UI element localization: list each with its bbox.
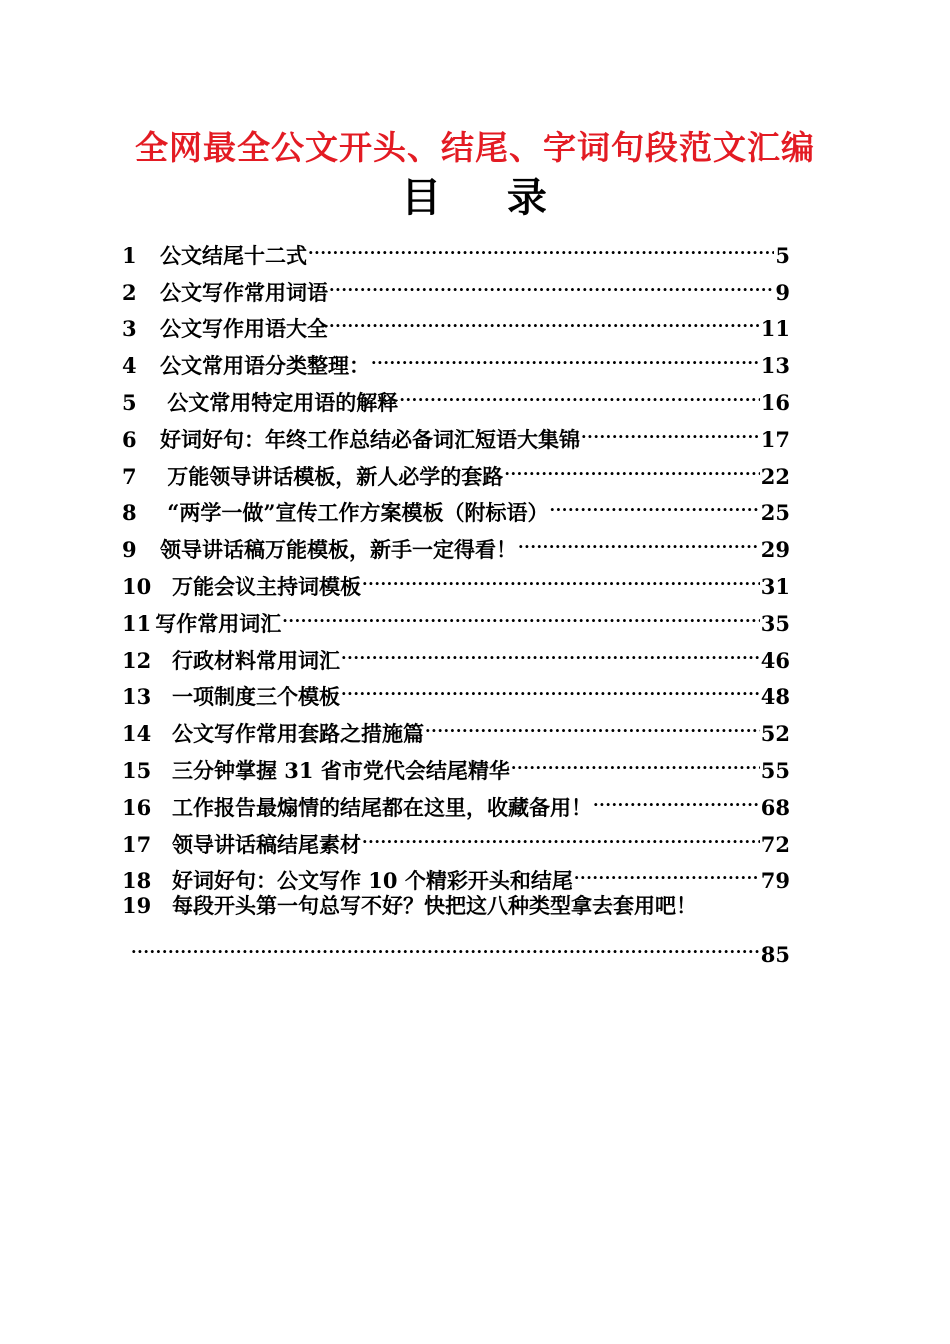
toc-leader-dots	[581, 410, 760, 447]
toc-entry-number: 6	[122, 426, 137, 452]
toc-leader-dots	[511, 741, 760, 778]
toc-entry-number: 13	[122, 684, 152, 710]
toc-entry-number: 4	[122, 353, 137, 379]
toc-entry-page: 48	[760, 684, 790, 710]
toc-entry-title: 公文写作常用词语	[160, 279, 328, 305]
document-title: 全网最全公文开头、结尾、字词句段范文汇编	[135, 128, 815, 167]
toc-entry-page: 52	[760, 721, 790, 747]
toc-entry-page: 46	[760, 647, 790, 673]
toc-entry-number: 3	[122, 316, 137, 342]
toc-leader-dots	[574, 852, 760, 889]
toc-leader-dots	[593, 778, 760, 815]
toc-entry-number: 7	[122, 463, 137, 489]
toc-leader-dots	[504, 447, 759, 484]
toc-heading: 目 录	[401, 174, 549, 221]
toc-leader-dots	[362, 815, 760, 852]
toc-entry-number: 11	[122, 610, 152, 636]
toc-entry-number: 2	[122, 279, 137, 305]
toc-entry-title: 领导讲话稿结尾素材	[172, 831, 361, 857]
toc-entry-19-continuation[interactable]	[122, 925, 790, 967]
toc-leader-dots	[341, 631, 760, 668]
toc-entry-page: 68	[760, 794, 790, 820]
toc-entry-title: 行政材料常用词汇	[172, 647, 340, 673]
toc-leader-dots	[282, 594, 760, 631]
toc-entry-number: 8	[122, 500, 137, 526]
toc-entry-page: 22	[760, 463, 790, 489]
toc-leader-dots	[329, 263, 774, 300]
toc-entry-title: 好词好句：年终工作总结必备词汇短语大集锦	[160, 426, 580, 452]
toc-entry-page: 13	[760, 353, 790, 379]
toc-leader-dots	[399, 373, 759, 410]
toc-entry-page: 17	[760, 426, 790, 452]
toc-entry-number: 10	[122, 573, 152, 599]
toc-leader-dots	[329, 300, 760, 337]
toc-entry-number: 15	[122, 757, 152, 783]
toc-entry-title: 一项制度三个模板	[172, 684, 340, 710]
toc-entry-number: 17	[122, 831, 152, 857]
toc-entry-title: 工作报告最煽情的结尾都在这里，收藏备用！	[172, 794, 592, 820]
toc-entry-title: 写作常用词汇	[155, 610, 282, 636]
toc-entry-page: 9	[775, 279, 790, 305]
toc-entry-title: 每段开头第一句总写不好？快把这八种类型拿去套用吧！	[172, 893, 697, 919]
toc-entry-title: 好词好句：公文写作 10 个精彩开头和结尾	[172, 868, 573, 894]
toc-entry-number: 19	[122, 893, 152, 919]
toc-leader-dots	[362, 557, 760, 594]
toc-entry-title: 公文写作常用套路之措施篇	[172, 721, 424, 747]
toc-entry-number: 1	[122, 242, 137, 268]
toc-leader-dots	[371, 336, 760, 373]
toc-entry-number: 18	[122, 868, 152, 894]
toc-entry-title: 领导讲话稿万能模板，新手一定得看！	[160, 537, 517, 563]
toc-leader-dots	[518, 520, 760, 557]
toc-leader-dots	[549, 484, 759, 521]
toc-entry-title: 三分钟掌握 31 省市党代会结尾精华	[172, 757, 510, 783]
toc-entry-page: 11	[760, 316, 790, 342]
toc-entry-number: 9	[122, 537, 137, 563]
toc-entry-page: 85	[760, 941, 790, 967]
toc-entry-number: 14	[122, 721, 152, 747]
toc-entry-title: 万能领导讲话模板，新人必学的套路	[160, 463, 504, 489]
toc-entry-page: 29	[760, 537, 790, 563]
table-of-contents	[122, 226, 790, 967]
toc-entry-page: 16	[760, 389, 790, 415]
toc-entry-page: 5	[775, 242, 790, 268]
toc-leader-dots	[131, 925, 760, 962]
toc-entry-number: 16	[122, 794, 152, 820]
toc-entry-title: 公文写作用语大全	[160, 316, 328, 342]
toc-entry-page: 55	[760, 757, 790, 783]
toc-entry-page: 35	[760, 610, 790, 636]
toc-entry-19[interactable]	[122, 888, 790, 925]
toc-entry-page: 25	[760, 500, 790, 526]
toc-entry-number: 5	[122, 389, 137, 415]
toc-leader-dots	[341, 668, 760, 705]
toc-entry-number: 12	[122, 647, 152, 673]
toc-entry-title: “两学一做”宣传工作方案模板（附标语）	[160, 500, 549, 526]
toc-entry-1[interactable]	[122, 226, 790, 268]
toc-leader-dots	[425, 704, 760, 741]
toc-entry-title: 万能会议主持词模板	[172, 573, 361, 599]
toc-entry-title: 公文常用语分类整理：	[160, 353, 370, 379]
toc-leader-dots	[308, 226, 774, 263]
toc-entry-page: 31	[760, 573, 790, 599]
toc-entry-page: 72	[760, 831, 790, 857]
toc-entry-title: 公文常用特定用语的解释	[160, 389, 399, 415]
toc-entry-title: 公文结尾十二式	[160, 242, 307, 268]
toc-entry-page: 79	[760, 868, 790, 894]
